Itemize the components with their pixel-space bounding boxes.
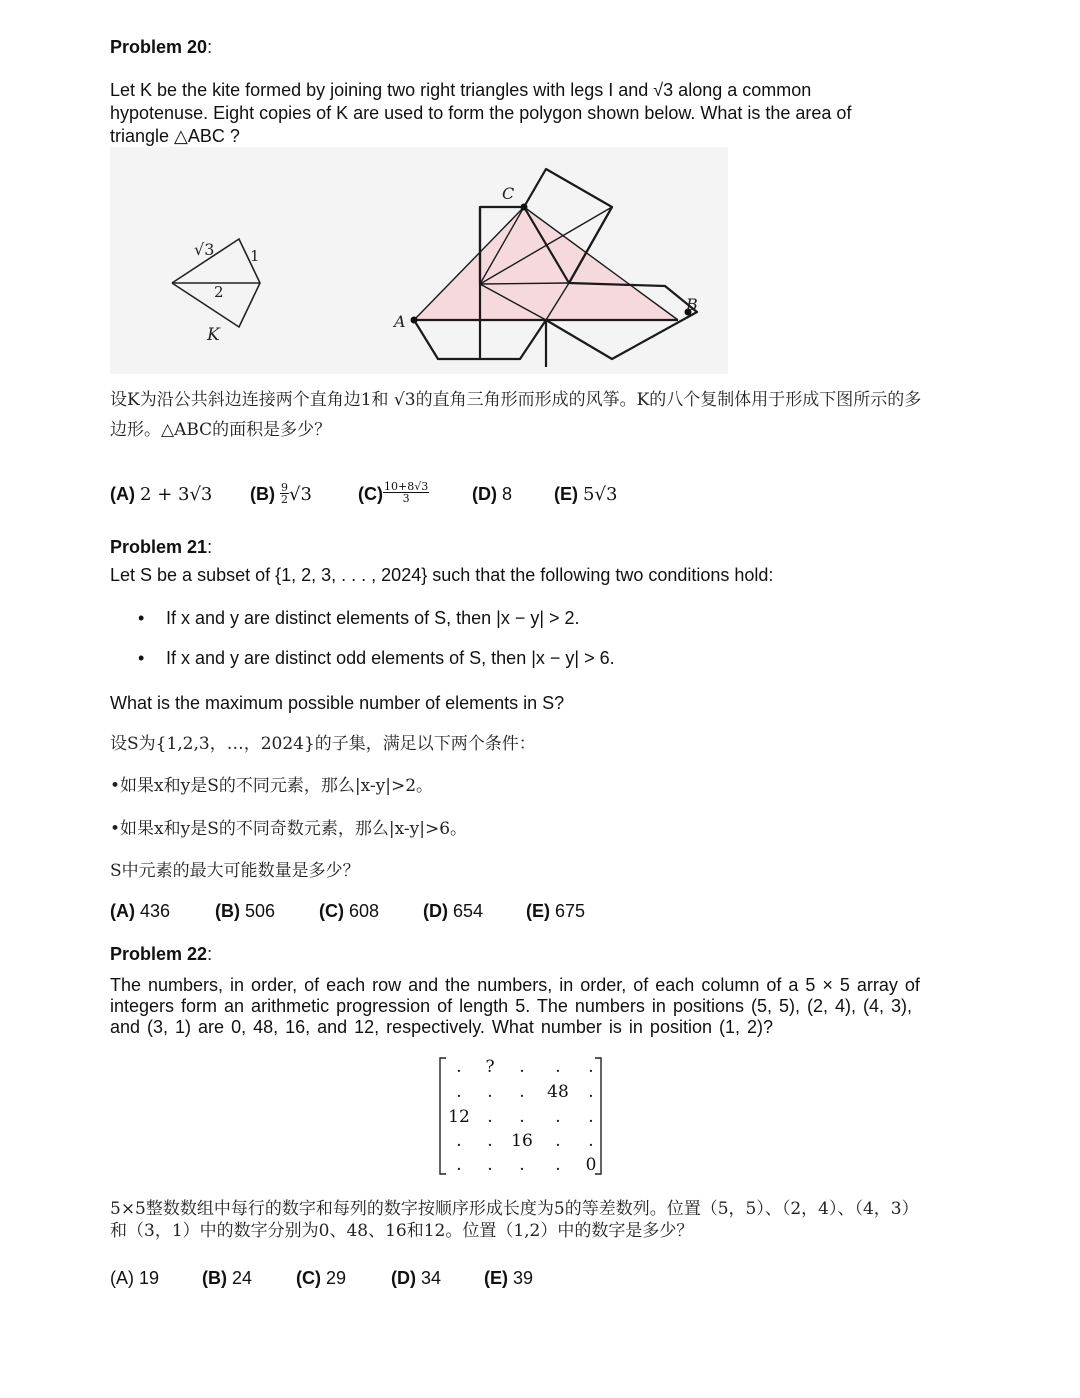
choice-c[interactable]: (C) $\frac{10+8√3}{3}$ bbox=[358, 479, 429, 505]
kite-polygon-figure bbox=[110, 147, 728, 374]
kite-label-k: K bbox=[207, 325, 220, 345]
problem-20-text: Let K be the kite formed by joining two right triangles with legs I and √3 along a common hypotenuse. Eight copies of K are used to form the polygon shown below. What is the area of triangle △ABC ? bbox=[110, 80, 852, 146]
matrix-cell: . bbox=[487, 1131, 493, 1151]
matrix-cell: 0 bbox=[585, 1155, 597, 1175]
point-label-b: B bbox=[686, 295, 698, 314]
problem-20-title: Problem 20: bbox=[110, 37, 213, 57]
problem-21-bullet-cn-2: •如果x和y是S的不同奇数元素，那么|x-y|>6。 bbox=[110, 819, 468, 839]
problem-label: Problem bbox=[110, 944, 183, 964]
problem-number: 22 bbox=[187, 944, 208, 964]
matrix-cell: . bbox=[555, 1107, 561, 1127]
matrix-cell: . bbox=[519, 1082, 525, 1102]
matrix-cell: . bbox=[487, 1082, 493, 1102]
matrix-cell: ? bbox=[485, 1057, 495, 1077]
problem-22-choices bbox=[110, 1268, 670, 1294]
matrix-cell: . bbox=[588, 1082, 594, 1102]
problem-21-text: Let S be a subset of {1, 2, 3, . . . , 2024} such that the following two conditions hold: bbox=[110, 565, 774, 585]
choice-b[interactable]: (B) $\frac{9}{2}$ √3 bbox=[250, 480, 312, 506]
point-c-dot bbox=[521, 204, 528, 211]
choice-b[interactable]: (B) 506 bbox=[215, 901, 276, 921]
kite-label-two: 2 bbox=[214, 283, 224, 301]
problem-22-title: Problem 22: bbox=[110, 944, 213, 964]
problem-21-bullet-cn-1: •如果x和y是S的不同元素，那么|x-y|>2。 bbox=[110, 776, 434, 796]
choice-a[interactable]: (A) 2 + 3√3 bbox=[110, 484, 213, 505]
matrix-cell: . bbox=[519, 1107, 525, 1127]
problem-20-figure bbox=[110, 147, 728, 374]
choice-e[interactable]: (E) 5√3 bbox=[554, 484, 618, 505]
problem-21-bullet-2: • If x and y are distinct odd elements of S, then |x − y| > 6. bbox=[138, 648, 615, 668]
matrix-cell: . bbox=[487, 1155, 493, 1175]
matrix-cell: . bbox=[519, 1155, 525, 1175]
matrix-cell: . bbox=[588, 1057, 594, 1077]
problem-21-title: Problem 21: bbox=[110, 537, 213, 557]
choice-e[interactable]: (E) 675 bbox=[526, 901, 586, 921]
matrix-cell: . bbox=[588, 1107, 594, 1127]
problem-20-choices bbox=[110, 479, 670, 514]
problem-21-bullet-1: • If x and y are distinct elements of S, then |x − y| > 2. bbox=[138, 608, 580, 628]
choice-c[interactable]: (C) 608 bbox=[319, 901, 380, 921]
matrix-cell: . bbox=[456, 1082, 462, 1102]
choice-d[interactable]: (D) 654 bbox=[423, 901, 484, 921]
matrix-cell: . bbox=[555, 1057, 561, 1077]
matrix-cell: . bbox=[456, 1131, 462, 1151]
choice-a[interactable]: (A) 19 bbox=[110, 1268, 160, 1288]
kite-label-sqrt3: √3 bbox=[194, 240, 215, 259]
matrix-cell: 12 bbox=[448, 1107, 470, 1127]
problem-label: Problem bbox=[110, 37, 183, 57]
choice-b[interactable]: (B) 24 bbox=[202, 1268, 253, 1288]
matrix-cell: . bbox=[519, 1057, 525, 1077]
problem-22-text: The numbers, in order, of each row and the numbers, in order, of each column of a 5 × 5 array of integers form an arithmetic progression of length 5. The numbers in positions (5, 5), (2, 4), (4, 3), and (3, 1) are 0, 48, 16, and 12, respectively. What number is in position (1, 2)? bbox=[110, 975, 920, 1037]
problem-label: Problem bbox=[110, 537, 183, 557]
matrix-cell: 48 bbox=[547, 1082, 569, 1102]
matrix-cell: . bbox=[555, 1155, 561, 1175]
choice-e[interactable]: (E) 39 bbox=[484, 1268, 534, 1288]
matrix-cell: . bbox=[487, 1107, 493, 1127]
matrix-cell: . bbox=[588, 1131, 594, 1151]
problem-21-question: What is the maximum possible number of elements in S? bbox=[110, 693, 565, 713]
choice-a[interactable]: (A) 436 bbox=[110, 901, 171, 921]
matrix-cell: . bbox=[555, 1131, 561, 1151]
matrix-5x5 bbox=[437, 1055, 607, 1177]
problem-22-text-cn: 5×5整数数组中每行的数字和每列的数字按顺序形成长度为5的等差数列。位置（5，5）、（2，4）、（4，3）和（3，1）中的数字分别为0、48、16和12。位置（1,2）中的数字是多少？ bbox=[110, 1199, 919, 1241]
point-label-a: A bbox=[394, 312, 406, 331]
problem-20-text-cn: 设K为沿公共斜边连接两个直角边1和 √3的直角三角形而形成的风筝。K的八个复制体用于形成下图所示的多边形。△ABC的面积是多少？ bbox=[110, 390, 922, 440]
point-label-c: C bbox=[502, 184, 515, 203]
kite-label-one: 1 bbox=[250, 247, 260, 265]
choice-c[interactable]: (C) 29 bbox=[296, 1268, 347, 1288]
problem-number: 20 bbox=[187, 37, 208, 57]
choice-d[interactable]: (D) 34 bbox=[391, 1268, 442, 1288]
problem-21-question-cn: S中元素的最大可能数量是多少？ bbox=[110, 861, 360, 881]
matrix-cell: . bbox=[456, 1155, 462, 1175]
matrix-cell: . bbox=[456, 1057, 462, 1077]
matrix-cell: 16 bbox=[511, 1131, 533, 1151]
point-a-dot bbox=[411, 317, 418, 324]
problem-number: 21 bbox=[187, 537, 208, 557]
choice-d[interactable]: (D) 8 bbox=[472, 484, 513, 504]
problem-21-choices bbox=[110, 901, 670, 927]
problem-21-text-cn: 设S为{1,2,3，…，2024}的子集，满足以下两个条件： bbox=[110, 734, 536, 754]
